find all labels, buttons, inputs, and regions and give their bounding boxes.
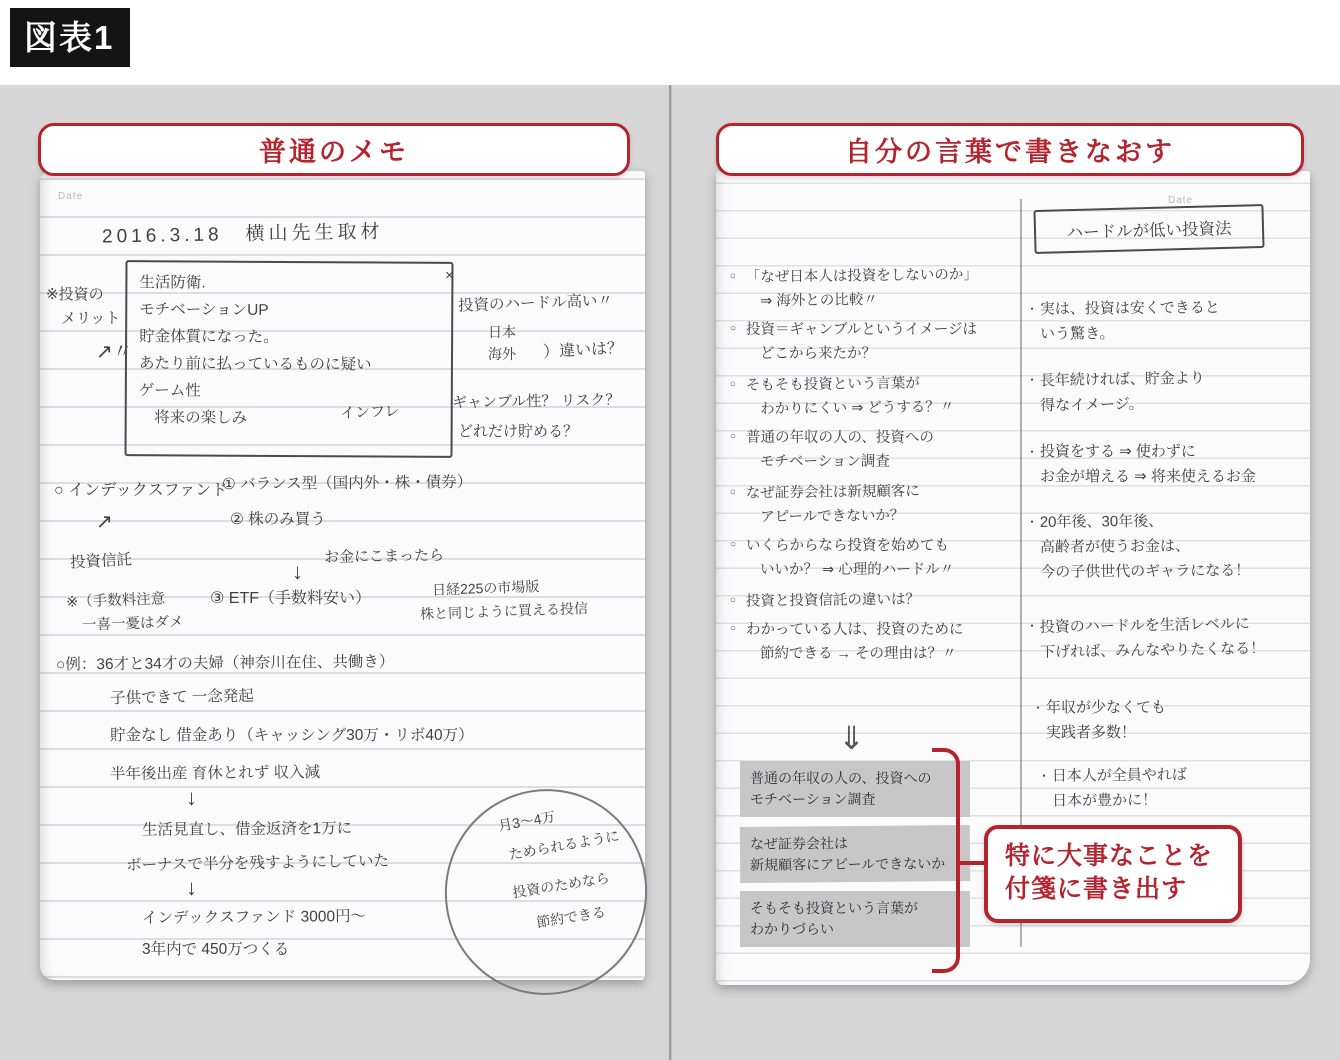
- bullet-icon: ○: [729, 270, 736, 282]
- fund-item: ② 株のみ買う: [230, 511, 326, 528]
- side-note: ギャンブル性？ リスク？: [451, 391, 621, 412]
- insight-line: いう驚き。: [1040, 325, 1115, 343]
- callout-line: 特に大事なことを: [1005, 842, 1214, 870]
- side-note: ）違いは？: [542, 339, 624, 362]
- up-arrow-icon: ↗: [96, 511, 113, 533]
- circled-line: ためられるように: [507, 827, 621, 863]
- question-line: アピールできないか？: [760, 507, 905, 526]
- fund-item: ③ ETF（手数料安い）: [210, 590, 372, 607]
- bullet-icon: ○: [730, 623, 737, 634]
- bullet-icon: ・: [1032, 701, 1045, 715]
- box-line: 生活防衛.: [139, 274, 206, 292]
- bullet-icon: ○: [730, 431, 737, 442]
- fund-note: 投資信託: [69, 551, 133, 572]
- fund-head: ○ インデックスファンド: [54, 482, 228, 499]
- question-item: [730, 618, 1030, 666]
- down-arrow-icon: ↓: [186, 875, 197, 900]
- right-page-label: 自分の言葉で書きなおす: [716, 123, 1304, 176]
- date-label: Date: [1168, 195, 1194, 206]
- question-line: 投資＝ギャンブルというイメージは: [746, 322, 977, 338]
- example-line: ○例：36才と34才の夫婦（神奈川在住、共働き）: [55, 653, 395, 674]
- action-line: インデックスファンド 3000円〜: [141, 908, 367, 927]
- question-line: いくらからなら投資を始めても: [746, 538, 949, 554]
- questions-list: [730, 264, 1030, 672]
- insight-line: 実践者多数！: [1046, 724, 1137, 741]
- sticky-line: 普通の年収の人の、投資への: [750, 770, 932, 786]
- question-line: どこから来たか？: [760, 346, 876, 362]
- insight-line: お金が増える ⇒ 将来使えるお金: [1040, 468, 1256, 485]
- question-line: わかりにくい ⇒ どうする？〃: [760, 399, 955, 418]
- insight-line: 得なイメージ。: [1040, 395, 1144, 415]
- merit-line: ※投資の: [46, 286, 104, 303]
- circled-line: 節約できる: [535, 903, 607, 931]
- question-item: [730, 534, 1030, 582]
- question-item: [730, 478, 1031, 530]
- question-line: なぜ証券会社は新規顧客に: [745, 483, 920, 502]
- box-line: あたり前に払っているものに疑い: [138, 355, 372, 374]
- question-line: 「なぜ日本人は投資をしないのか」: [745, 266, 978, 286]
- insight-line: 今の子供世代のギャラになる！: [1040, 562, 1251, 581]
- insight-item: [1026, 296, 1220, 346]
- bullet-icon: ・: [1026, 302, 1039, 316]
- sticky-line: なぜ証券会社は: [749, 835, 848, 852]
- cross-mark: ×: [445, 267, 454, 284]
- fund-note: 一喜一憂はダメ: [81, 614, 184, 634]
- insight-line: 日本人が全員やれば: [1051, 766, 1187, 785]
- sticky-line: モチベーション調査: [750, 791, 876, 807]
- box-line: モチベーションUP: [139, 301, 269, 319]
- insight-line: 実は、投資は安くできると: [1039, 299, 1220, 318]
- insight-line: 投資をする ⇒ 使わずに: [1040, 443, 1196, 460]
- fund-note: ※（手数料注意: [65, 591, 166, 611]
- fund-note: お金にこまったら: [323, 546, 445, 567]
- sticky-line: そもそも投資という言葉が: [750, 900, 918, 916]
- insight-line: 日本が豊かに！: [1052, 791, 1158, 810]
- date-label: Date: [58, 191, 84, 202]
- sticky-line: わかりづらい: [750, 921, 834, 937]
- question-line: モチベーション調査: [760, 454, 890, 470]
- box-extra-note: インフレ: [339, 402, 400, 423]
- bullet-icon: ・: [1026, 445, 1039, 459]
- figure-label: 図表1: [10, 8, 130, 67]
- box-line: ゲーム性: [138, 382, 201, 400]
- bullet-icon: ・: [1038, 769, 1051, 783]
- date-line: 2016.3.18 横山先生取材: [101, 221, 384, 248]
- question-item: [730, 318, 1030, 366]
- bullet-icon: ・: [1026, 619, 1039, 633]
- question-line: そもそも投資という言葉が: [745, 375, 920, 394]
- question-item: [730, 586, 1030, 614]
- bullet-icon: ・: [1026, 373, 1039, 387]
- question-item: [730, 262, 1031, 314]
- boxed-title: [1033, 204, 1264, 254]
- callout-line: 付箋に書き出す: [1005, 875, 1188, 903]
- side-note: 投資のハードル高い〃: [457, 292, 614, 315]
- insight-item: [1026, 367, 1205, 417]
- content-box: [124, 260, 453, 458]
- insight-line: 年収が少なくても: [1046, 699, 1167, 716]
- question-line: わかっている人は、投資のために: [746, 622, 964, 638]
- insight-line: 投資のハードルを生活レベルに: [1039, 615, 1250, 636]
- bullet-icon: ○: [729, 594, 737, 606]
- boxed-title-text: ハードルが低い投資法: [1066, 219, 1232, 243]
- box-line: 貯金体質になった。: [139, 328, 279, 346]
- bullet-icon: ○: [729, 486, 736, 498]
- circled-line: 投資のためなら: [511, 869, 611, 901]
- down-arrow-icon: ↓: [186, 785, 197, 810]
- insight-line: 下げれば、みんなやりたくなる！: [1040, 640, 1266, 661]
- fund-side-note: 日経225の市場版: [431, 578, 540, 598]
- bullet-icon: ○: [730, 539, 737, 550]
- question-line: いいか？ ⇒ 心理的ハードル〃: [760, 562, 955, 578]
- callout: [984, 825, 1242, 923]
- question-item: [730, 370, 1031, 422]
- circled-line: 月3〜4万: [497, 808, 557, 834]
- side-note: どれだけ貯める？: [458, 423, 579, 440]
- side-note: [488, 321, 516, 365]
- merit-line: メリット: [46, 310, 121, 327]
- left-page-label: 普通のメモ: [38, 123, 630, 176]
- insight-item: [1032, 695, 1166, 745]
- insight-item: [1026, 613, 1265, 663]
- fund-item: ① バランス型（国内外・株・債券）: [221, 473, 473, 494]
- example-line: 子供できて 一念発起: [109, 687, 254, 708]
- insight-item: [1026, 439, 1256, 489]
- action-line: ボーナスで半分を残すようにしていた: [125, 852, 390, 875]
- question-line: 節約できる → その理由は？〃: [760, 646, 957, 662]
- insight-line: 20年後、30年後、: [1039, 512, 1164, 531]
- question-item: [730, 426, 1030, 474]
- action-line: 3年内で 450万つくる: [142, 941, 290, 958]
- box-line: 将来の楽しみ: [138, 409, 248, 427]
- merit-arrow-icon: ↗〃: [96, 341, 133, 363]
- example-line: 半年後出産 育休とれず 収入減: [109, 764, 321, 783]
- side-note-line: 海外: [488, 346, 516, 362]
- insight-line: 高齢者が使うお金は、: [1039, 537, 1191, 556]
- question-line: 投資と投資信託の違いは？: [745, 591, 921, 610]
- down-arrow-icon: ↓: [292, 559, 303, 584]
- merit-note: [46, 283, 120, 331]
- side-note-line: 日本: [488, 324, 516, 340]
- question-line: 普通の年収の人の、投資への: [746, 430, 934, 446]
- fund-side-note: 株と同じように買える投信: [419, 600, 589, 622]
- bullet-icon: ・: [1026, 515, 1039, 529]
- page-divider: [669, 85, 671, 1060]
- question-line: ⇒ 海外との比較〃: [760, 292, 878, 310]
- insight-item: [1026, 509, 1250, 584]
- big-down-arrow-icon: ⇓: [838, 720, 865, 756]
- example-line: 貯金なし 借金あり（キャッシング30万・リボ40万）: [110, 727, 474, 744]
- action-line: 生活見直し、借金返済を1万に: [141, 820, 353, 839]
- bullet-icon: ○: [729, 378, 736, 390]
- left-notebook-page: [40, 171, 645, 980]
- sticky-line: 新規顧客にアピールできないか: [750, 855, 946, 873]
- bullet-icon: ○: [730, 323, 737, 334]
- insight-line: 長年続ければ、貯金より: [1039, 369, 1205, 390]
- insight-item: [1038, 763, 1187, 813]
